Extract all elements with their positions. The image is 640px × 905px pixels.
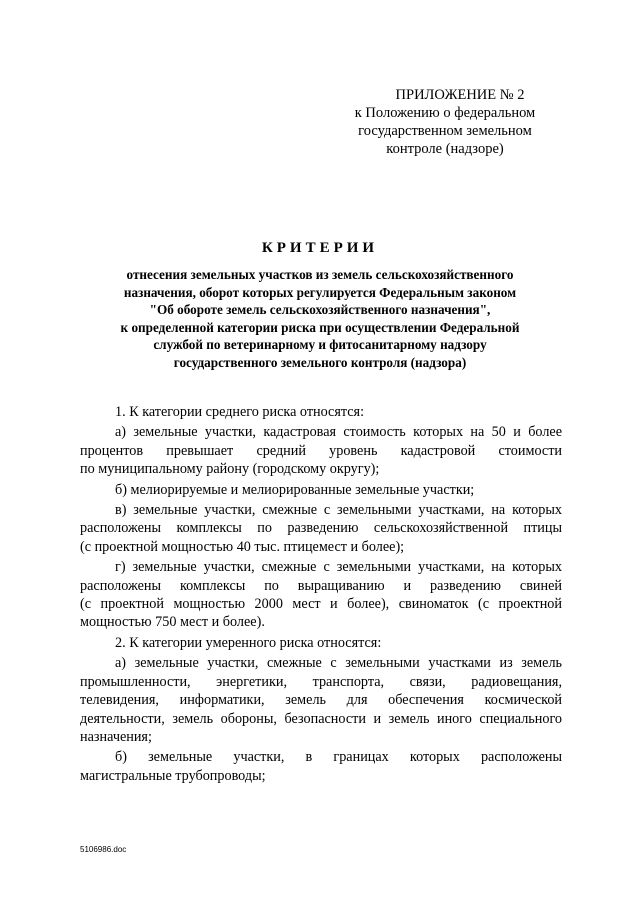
document-body — [80, 403, 562, 785]
subtitle-line: службой по ветеринарному и фитосанитарному надзору — [153, 337, 487, 353]
body-line: по муниципальному району (городскому округу); — [80, 461, 380, 478]
body-line: в) земельные участки, смежные с земельными участками, на которых — [115, 502, 562, 519]
body-line: г) земельные участки, смежные с земельными участками, на которых — [115, 559, 562, 576]
section-heading: 1. К категории среднего риска относятся: — [115, 404, 365, 420]
body-line: расположены комплексы по разведению сельскохозяйственной птицы — [80, 520, 562, 537]
appendix-line: контроле (надзоре) — [386, 141, 504, 157]
subtitle-line: "Об обороте земель сельскохозяйственного назначения", — [149, 302, 491, 318]
body-line: а) земельные участки, кадастровая стоимость которых на 50 и более — [115, 424, 562, 441]
body-line: б) земельные участки, в границах которых расположены — [115, 749, 562, 766]
body-line: деятельности, земель обороны, безопасности и земель иного специального — [80, 710, 562, 727]
document-subtitle — [80, 266, 560, 372]
body-line: б) мелиорируемые и мелиорированные земельные участки; — [115, 481, 475, 498]
body-line: расположены комплексы по выращиванию и разведению свиней — [80, 577, 562, 594]
subtitle-line: государственного земельного контроля (надзора) — [173, 354, 467, 370]
subtitle-line: к определенной категории риска при осуществлении Федеральной — [120, 319, 520, 335]
appendix-header — [330, 86, 560, 158]
body-line: (с проектной мощностью 40 тыс. птицемест и более); — [80, 538, 405, 555]
subtitle-line: назначения, оборот которых регулируется Федеральным законом — [123, 284, 517, 300]
body-line: процентов превышает средний уровень кадастровой стоимости — [80, 442, 562, 459]
appendix-line: государственном земельном — [358, 123, 532, 139]
document-title: КРИТЕРИИ — [261, 240, 379, 256]
file-name-footer: 5106986.doc — [80, 845, 127, 854]
body-line: промышленности, энергетики, транспорта, связи, радиовещания, — [80, 673, 562, 690]
section-heading: 2. К категории умеренного риска относятся: — [115, 634, 382, 651]
appendix-title: ПРИЛОЖЕНИЕ № 2 — [395, 87, 525, 103]
body-line: мощностью 750 мест и более). — [80, 614, 265, 631]
body-line: (с проектной мощностью 2000 мест и более), свиноматок (с проектной — [80, 596, 562, 613]
body-line: магистральные трубопроводы; — [80, 767, 266, 784]
body-line: а) земельные участки, смежные с земельными участками из земель — [115, 655, 562, 672]
body-line: назначения; — [80, 728, 152, 745]
appendix-line: к Положению о федеральном — [354, 105, 536, 121]
body-line: телевидения, информатики, земель для обеспечения космической — [80, 692, 562, 709]
subtitle-line: отнесения земельных участков из земель сельскохозяйственного — [126, 267, 514, 282]
